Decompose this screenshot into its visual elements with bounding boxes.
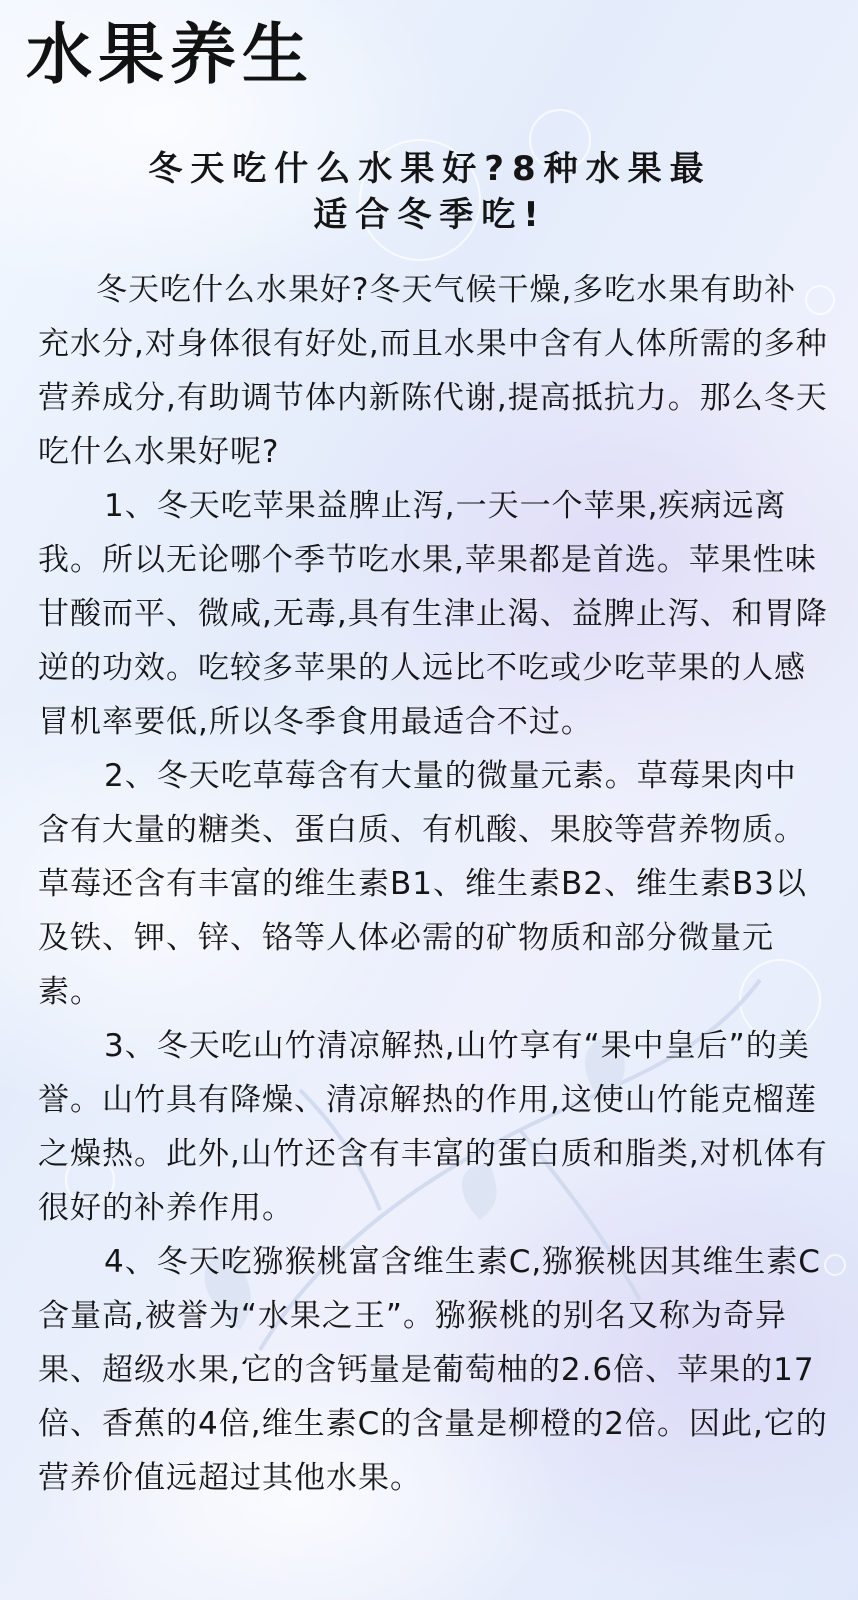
- article-title: [60, 146, 800, 238]
- paragraph-kiwi: 4、冬天吃猕猴桃富含维生素C,猕猴桃因其维生素C含量高,被誉为“水果之王”。猕猴桃的别名又称为奇异果、超级水果,它的含钙量是葡萄柚的2.6倍、苹果的17倍、香蕉的4倍,维生素C的含量是柳橙的2倍。因此,它的营养价值远超过其他水果。: [38, 1244, 828, 1496]
- paragraph-apple: 1、冬天吃苹果益脾止泻,一天一个苹果,疾病远离我。所以无论哪个季节吃水果,苹果都是首选。苹果性味甘酸而平、微咸,无毒,具有生津止渴、益脾止泻、和胃降逆的功效。吃较多苹果的人远比不吃或少吃苹果的人感冒机率要低,所以冬季食用最适合不过。: [38, 488, 828, 740]
- article-body: [38, 263, 828, 1505]
- page-header-title: 水果养生: [26, 16, 314, 93]
- article-title-line-2: 适合冬季吃!: [313, 195, 547, 235]
- intro-paragraph: 冬天吃什么水果好?冬天气候干燥,多吃水果有助补充水分,对身体很有好处,而且水果中含有人体所需的多种营养成分,有助调节体内新陈代谢,提高抵抗力。那么冬天吃什么水果好呢?: [38, 272, 828, 470]
- article-title-line-1: 冬天吃什么水果好?8种水果最: [148, 149, 712, 189]
- paragraph-mangosteen: 3、冬天吃山竹清凉解热,山竹享有“果中皇后”的美誉。山竹具有降燥、清凉解热的作用,这使山竹能克榴莲之燥热。此外,山竹还含有丰富的蛋白质和脂类,对机体有很好的补养作用。: [38, 1028, 828, 1226]
- paragraph-strawberry: 2、冬天吃草莓含有大量的微量元素。草莓果肉中含有大量的糖类、蛋白质、有机酸、果胶等营养物质。草莓还含有丰富的维生素B1、维生素B2、维生素B3以及铁、钾、锌、铬等人体必需的矿物质和部分微量元素。: [38, 758, 807, 1010]
